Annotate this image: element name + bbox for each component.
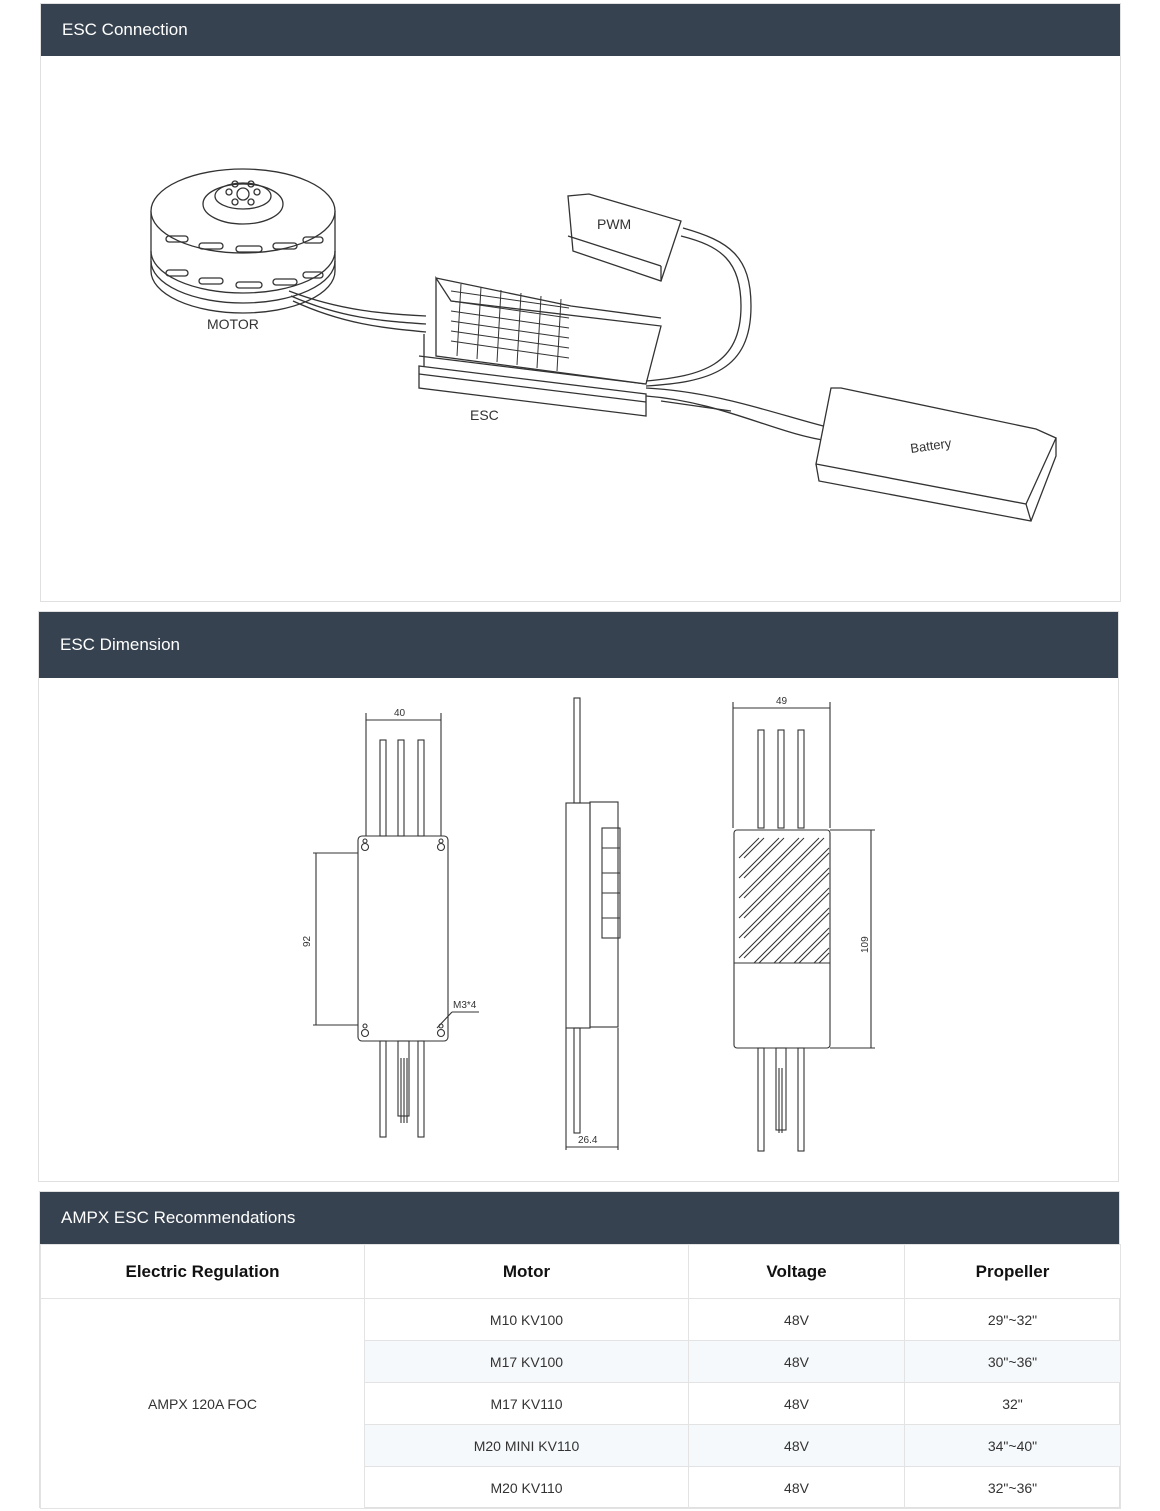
dim-length: 109 (860, 936, 871, 953)
dim-thread: M3*4 (453, 1000, 477, 1011)
battery-label: Battery (909, 435, 953, 456)
motor-cell: M10 KV100 (365, 1299, 689, 1341)
side-view (566, 698, 620, 1150)
motor-label: MOTOR (207, 316, 259, 332)
dim-width-front: 40 (394, 708, 406, 719)
table-row (41, 1299, 1121, 1341)
motor-drawing (151, 169, 335, 313)
voltage-cell: 48V (689, 1425, 905, 1467)
recommendations-panel (39, 1191, 1120, 1508)
esc-label: ESC (470, 407, 499, 423)
motor-cell: M17 KV100 (365, 1341, 689, 1383)
esc-model-cell: AMPX 120A FOC (41, 1299, 365, 1509)
column-header: Motor (365, 1245, 689, 1299)
propeller-cell: 30"~36" (905, 1341, 1121, 1383)
esc-connection-title: ESC Connection (62, 20, 188, 39)
propeller-cell: 32"~36" (905, 1467, 1121, 1509)
esc-dimension-title: ESC Dimension (60, 635, 180, 654)
propeller-cell: 34"~40" (905, 1425, 1121, 1467)
esc-connection-diagram (41, 56, 1120, 601)
dim-height-mount: 92 (302, 935, 313, 947)
column-header: Propeller (905, 1245, 1121, 1299)
dim-width-back: 49 (776, 696, 788, 707)
voltage-cell: 48V (689, 1341, 905, 1383)
propeller-cell: 29"~32" (905, 1299, 1121, 1341)
recommendations-title: AMPX ESC Recommendations (61, 1208, 296, 1227)
motor-cell: M20 KV110 (365, 1467, 689, 1509)
dimension-drawings (39, 678, 1118, 1181)
recommendations-header (40, 1192, 1119, 1244)
esc-connection-panel (40, 3, 1121, 602)
esc-connection-header (41, 4, 1120, 56)
front-view (313, 713, 479, 1137)
pwm-label: PWM (597, 216, 632, 232)
voltage-cell: 48V (689, 1299, 905, 1341)
esc-dimension-diagram (39, 678, 1118, 1181)
motor-cell: M20 MINI KV110 (365, 1425, 689, 1467)
recommendations-table (40, 1244, 1121, 1509)
voltage-cell: 48V (689, 1467, 905, 1509)
table-header-row (41, 1245, 1121, 1299)
motor-cell: M17 KV110 (365, 1383, 689, 1425)
esc-drawing (419, 278, 661, 416)
pwm-drawing (568, 194, 681, 281)
back-view (733, 702, 875, 1151)
dim-thickness: 26.4 (578, 1135, 598, 1146)
connection-illustration (41, 56, 1120, 601)
column-header: Electric Regulation (41, 1245, 365, 1299)
esc-dimension-panel (38, 611, 1119, 1182)
esc-dimension-header (39, 612, 1118, 678)
battery-drawing (816, 388, 1056, 521)
propeller-cell: 32" (905, 1383, 1121, 1425)
column-header: Voltage (689, 1245, 905, 1299)
voltage-cell: 48V (689, 1383, 905, 1425)
